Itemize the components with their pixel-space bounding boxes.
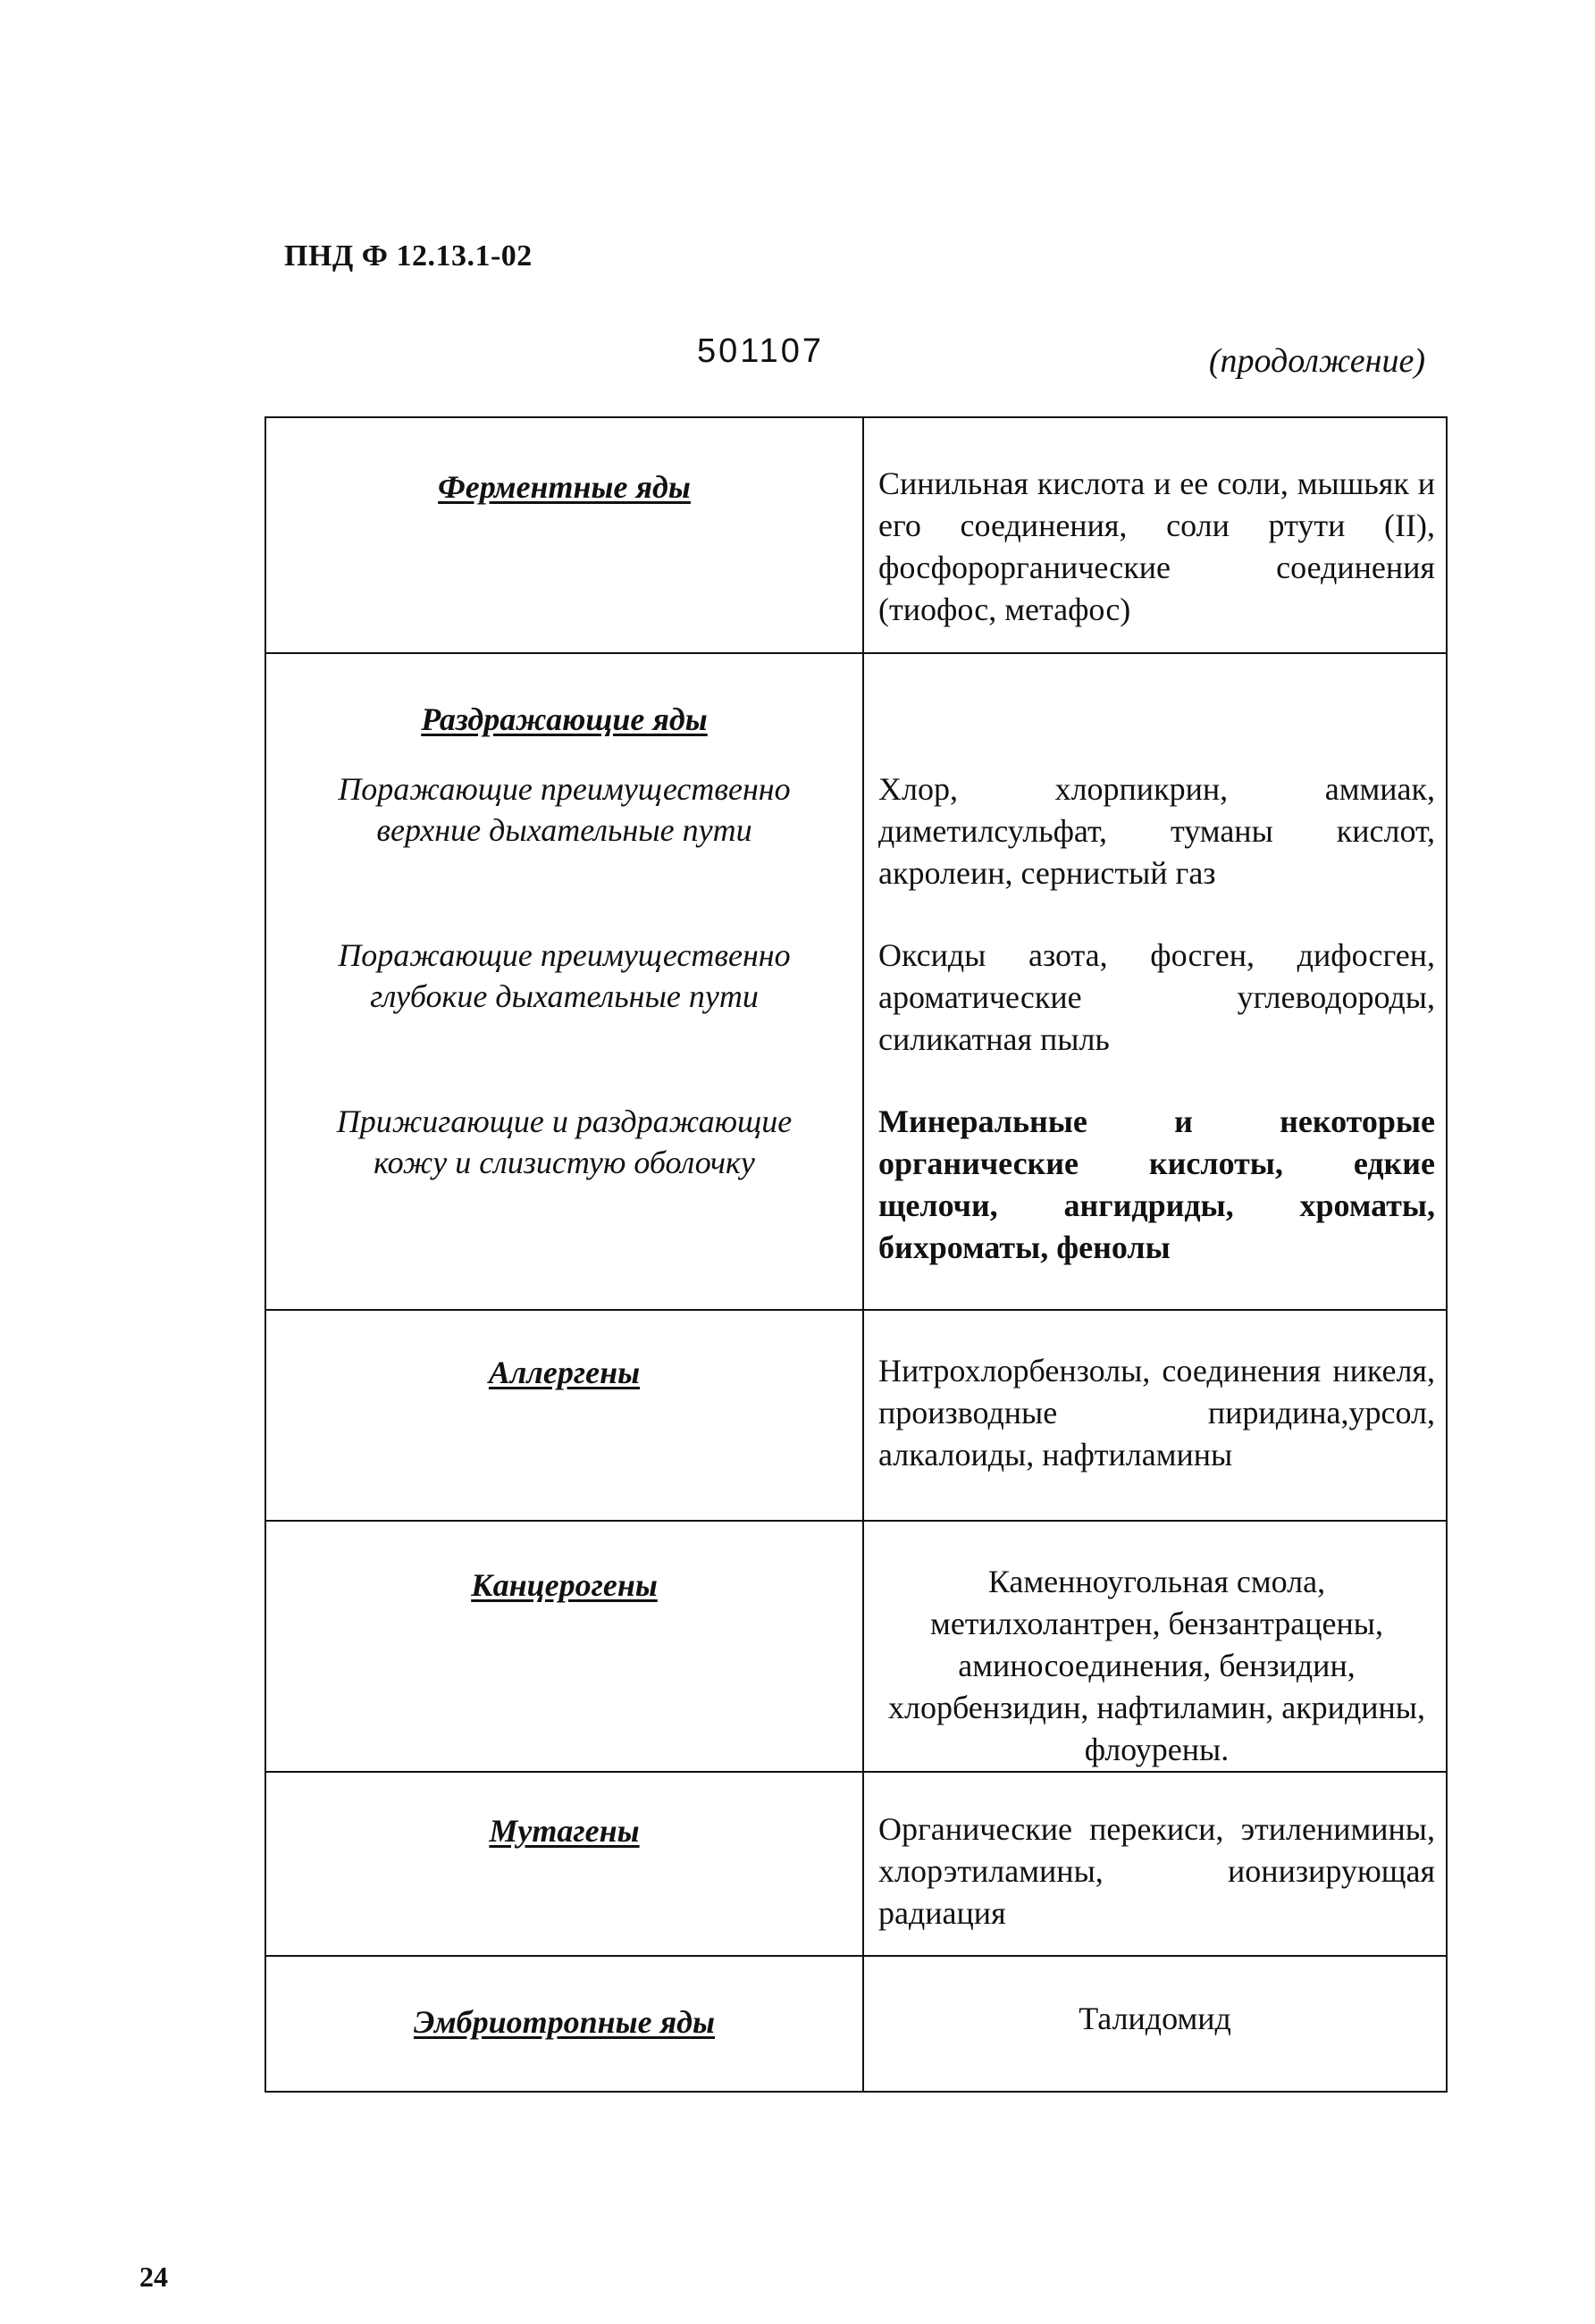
group-cell: [265, 1772, 863, 1956]
table-row: [265, 417, 1447, 653]
document-number: 501107: [697, 332, 824, 370]
table-row: [265, 1521, 1447, 1772]
subgroup-name: Прижигающие и раздражающие кожу и слизистую оболочку: [336, 1103, 793, 1180]
substances-cell: [863, 1521, 1447, 1772]
substances-text: Органические перекиси, этиленимины, хлорэтиламины, ионизирующая радиация: [878, 1811, 1435, 1931]
substances-cell: [863, 1310, 1447, 1521]
group-cell: [265, 1521, 863, 1772]
table-row: [265, 653, 1447, 1310]
substances-text: Каменноугольная смола, метилхолантрен, бензантрацены, аминосоединения, бензидин, хлорбензидин, нафтиламин, акридины, флоурены.: [888, 1564, 1425, 1767]
substances-text: Хлор, хлорпикрин, аммиак, диметилсульфат, туманы кислот, акролеин, сернистый газ: [878, 771, 1435, 891]
substances-text: Нитрохлорбензолы, соединения никеля, производные пиридина,урсол, алкалоиды, нафтиламины: [878, 1353, 1435, 1472]
page-number: 24: [139, 2261, 168, 2293]
table-row: [265, 1772, 1447, 1956]
group-title: Ферментные яды: [438, 469, 691, 505]
group-title: Мутагены: [489, 1813, 640, 1849]
document-code: ПНД Ф 12.13.1-02: [284, 239, 533, 273]
continued-label: (продолжение): [1208, 342, 1425, 380]
substances-text: Синильная кислота и ее соли, мышьяк и его соединения, соли ртути (II), фосфорорганические соединения (тиофос, метафос): [878, 466, 1435, 627]
group-title: Эмбриотропные яды: [414, 2004, 715, 2040]
substances-cell: [863, 417, 1447, 653]
substances-text: Талидомид: [1079, 2001, 1231, 2036]
table-row: [265, 1956, 1447, 2092]
group-cell: [265, 653, 863, 1310]
substances-cell: [863, 653, 1447, 1310]
substances-text: Минеральные и некоторые органические кислоты, едкие щелочи, ангидриды, хроматы, бихроматы, фенолы: [878, 1103, 1435, 1265]
group-cell: [265, 1310, 863, 1521]
group-title: Аллергены: [488, 1355, 641, 1390]
group-cell: [265, 1956, 863, 2092]
table-row: [265, 1310, 1447, 1521]
subgroup-name: Поражающие преимущественно верхние дыхательные пути: [338, 771, 791, 848]
substances-cell: [863, 1956, 1447, 2092]
poison-classification-table: [264, 416, 1448, 2093]
group-cell: [265, 417, 863, 653]
substances-cell: [863, 1772, 1447, 1956]
group-title: Канцерогены: [471, 1567, 658, 1603]
substances-text: Оксиды азота, фосген, дифосген, ароматические углеводороды, силикатная пыль: [878, 937, 1435, 1057]
group-title: Раздражающие яды: [421, 701, 708, 737]
subgroup-name: Поражающие преимущественно глубокие дыхательные пути: [338, 937, 791, 1014]
